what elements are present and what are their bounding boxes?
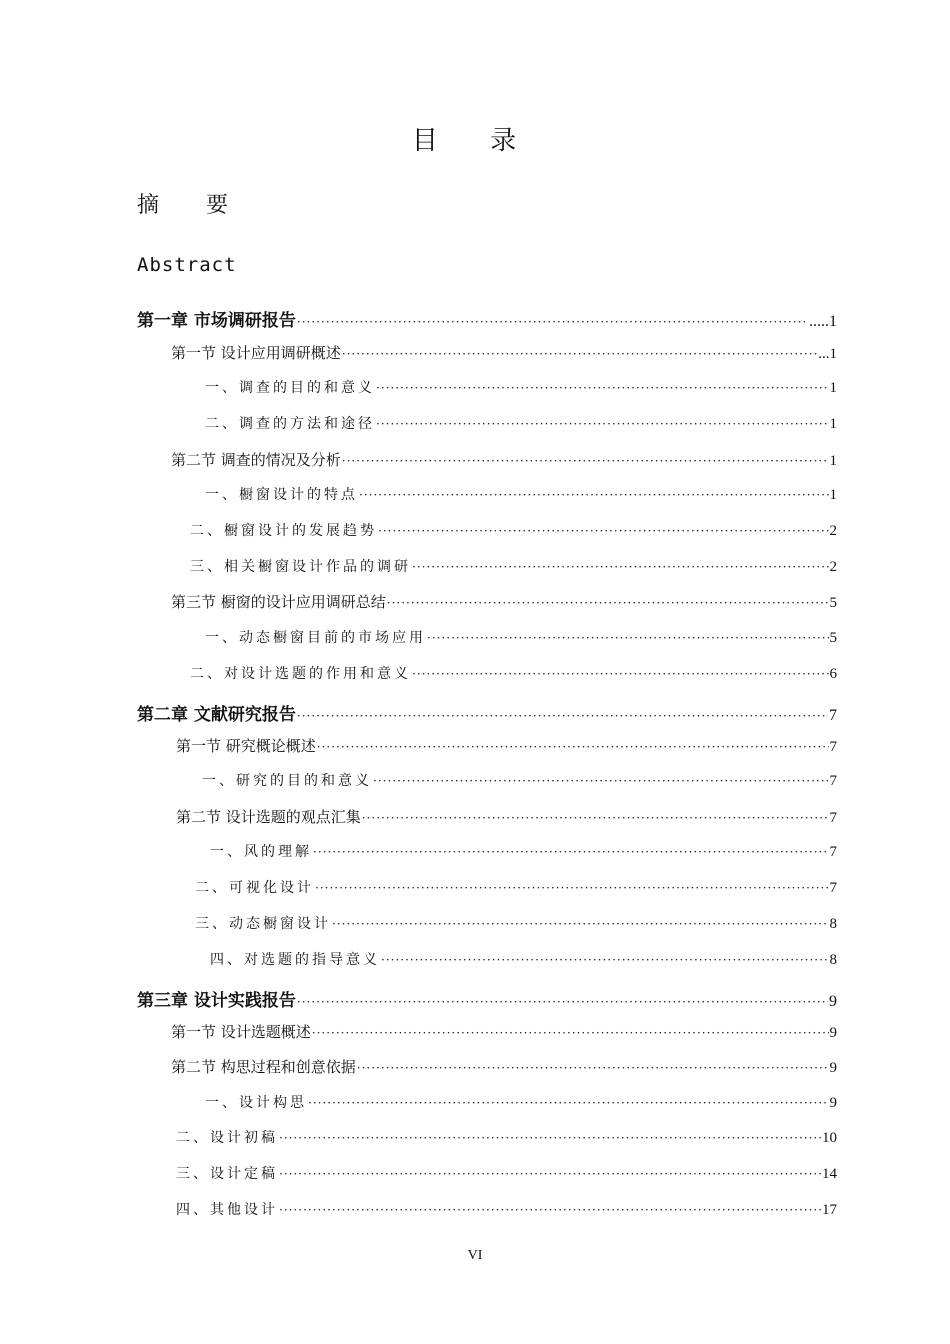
toc-entry-page: 7 [829, 810, 837, 826]
toc-entry[interactable] [176, 1127, 837, 1147]
toc-entry[interactable] [202, 770, 837, 790]
toc-leader-dots [308, 1096, 829, 1110]
toc-entry[interactable] [176, 1163, 837, 1183]
toc-leader-dots [279, 1203, 821, 1217]
toc-entry[interactable] [205, 413, 837, 433]
toc-leader-dots [427, 631, 829, 645]
toc-entry[interactable] [176, 806, 837, 827]
toc-entry[interactable] [190, 556, 837, 576]
toc-entry-page: 5 [829, 630, 837, 646]
toc-entry-label: 一、设计构思 [205, 1095, 307, 1111]
toc-entry[interactable] [190, 663, 837, 683]
toc-leader-dots [359, 488, 829, 502]
toc-leader-dots [342, 347, 817, 361]
toc-entry-label: 一、橱窗设计的特点 [205, 487, 358, 503]
toc-entry[interactable] [205, 1092, 837, 1112]
toc-entry[interactable] [205, 627, 837, 647]
toc-entry[interactable] [195, 877, 837, 897]
toc-entry-label: 一、调查的目的和意义 [205, 380, 375, 396]
toc-leader-dots [412, 560, 829, 574]
toc-entry[interactable] [195, 913, 837, 933]
toc-leader-dots [381, 953, 829, 967]
abstract-en-heading: Abstract [137, 254, 237, 276]
toc-leader-dots [376, 417, 829, 431]
toc-entry-label: 四、其他设计 [176, 1202, 278, 1218]
toc-leader-dots [342, 454, 829, 468]
page-number-footer: VI [467, 1248, 483, 1263]
toc-entry[interactable] [176, 1199, 837, 1219]
toc-entry[interactable] [171, 449, 837, 470]
toc-entry-page: 7 [829, 844, 837, 860]
toc-leader-dots [378, 524, 829, 538]
toc-leader-dots [313, 845, 829, 859]
toc-entry-page: 6 [829, 666, 837, 682]
toc-entry-label: 第三章 设计实践报告 [137, 991, 296, 1011]
toc-leader-dots [312, 1026, 829, 1040]
toc-entry-label: 一、风的理解 [210, 844, 312, 860]
toc-leader-dots [279, 1131, 821, 1145]
toc-entry-label: 第三节 橱窗的设计应用调研总结 [171, 593, 386, 611]
toc-entry[interactable] [137, 986, 837, 1011]
abstract-cn-heading: 摘 要 [137, 193, 248, 218]
toc-entry-page: 9 [829, 993, 837, 1010]
toc-entry[interactable] [171, 591, 837, 612]
toc-entry-page: 2 [829, 559, 837, 575]
toc-leader-dots [315, 881, 829, 895]
toc-entry-page: 1 [829, 416, 837, 432]
toc-entry-page: 8 [829, 916, 837, 932]
toc-entry-label: 第一节 设计应用调研概述 [171, 344, 341, 362]
toc-entry-page: 9 [829, 1095, 837, 1111]
toc-leader-dots [297, 709, 828, 723]
toc-entry-label: 第二节 构思过程和创意依据 [171, 1058, 356, 1076]
toc-entry-label: 二、橱窗设计的发展趋势 [190, 523, 377, 539]
toc-entry[interactable] [190, 520, 837, 540]
toc-entry[interactable] [210, 841, 837, 861]
toc-leader-dots [376, 381, 829, 395]
toc-entry-label: 三、设计定稿 [176, 1166, 278, 1182]
toc-entry-page: 7 [829, 880, 837, 896]
toc-entry-label: 第一节 设计选题概述 [171, 1023, 311, 1041]
toc-leader-dots [387, 596, 829, 610]
toc-entry-label: 三、动态橱窗设计 [195, 916, 331, 932]
toc-entry-page: 1 [829, 380, 837, 396]
toc-entry-page: 7 [829, 707, 837, 724]
toc-entry-label: 第二节 设计选题的观点汇集 [176, 808, 361, 826]
toc-entry-label: 第一章 市场调研报告 [137, 311, 296, 331]
toc-entry[interactable] [171, 342, 837, 363]
toc-entry-label: 三、相关橱窗设计作品的调研 [190, 559, 411, 575]
toc-entry-label: 一、动态橱窗目前的市场应用 [205, 630, 426, 646]
toc-entry-label: 二、对设计选题的作用和意义 [190, 666, 411, 682]
toc-leader-dots [317, 740, 829, 754]
toc-entry-page: 8 [829, 952, 837, 968]
toc-entry[interactable] [205, 484, 837, 504]
toc-entry-page: ...1 [818, 346, 837, 362]
toc-leader-dots [297, 995, 828, 1009]
toc-entry-label: 二、可视化设计 [195, 880, 314, 896]
toc-entry-label: 四、对选题的指导意义 [210, 952, 380, 968]
toc-entry-label: 二、设计初稿 [176, 1130, 278, 1146]
toc-entry[interactable] [205, 377, 837, 397]
toc-leader-dots [297, 315, 808, 329]
toc-entry-page: 1 [829, 453, 837, 469]
toc-leader-dots [279, 1167, 821, 1181]
toc-entry-label: 第一节 研究概论概述 [176, 737, 316, 755]
toc-leader-dots [362, 811, 829, 825]
toc-entry-label: 第二节 调查的情况及分析 [171, 451, 341, 469]
toc-entry-page: 17 [822, 1202, 837, 1218]
toc-entry[interactable] [210, 949, 837, 969]
toc-entry-page: 10 [822, 1130, 837, 1146]
toc-entry-page: 7 [829, 739, 837, 755]
toc-entry[interactable] [137, 700, 837, 725]
toc-entry-page: 1 [829, 487, 837, 503]
toc-entry-page: 5 [829, 595, 837, 611]
page-title: 目 录 [411, 126, 539, 156]
toc-entry-label: 二、调查的方法和途径 [205, 416, 375, 432]
toc-leader-dots [373, 774, 829, 788]
toc-leader-dots [357, 1061, 829, 1075]
toc-entry-page: 9 [829, 1025, 837, 1041]
toc-entry-page: 2 [829, 523, 837, 539]
toc-entry-page: 7 [829, 773, 837, 789]
toc-entry-page: 14 [822, 1166, 837, 1182]
toc-entry-label: 第二章 文献研究报告 [137, 705, 296, 725]
toc-leader-dots [412, 667, 829, 681]
toc-entry[interactable] [171, 1021, 837, 1042]
toc-entry[interactable] [176, 735, 837, 756]
toc-entry-page: 9 [829, 1060, 837, 1076]
toc-leader-dots [332, 917, 829, 931]
toc-entry[interactable] [171, 1056, 837, 1077]
toc-entry-label: 一、研究的目的和意义 [202, 773, 372, 789]
toc-entry[interactable] [137, 306, 837, 331]
toc-entry-page: .....1 [809, 313, 837, 330]
